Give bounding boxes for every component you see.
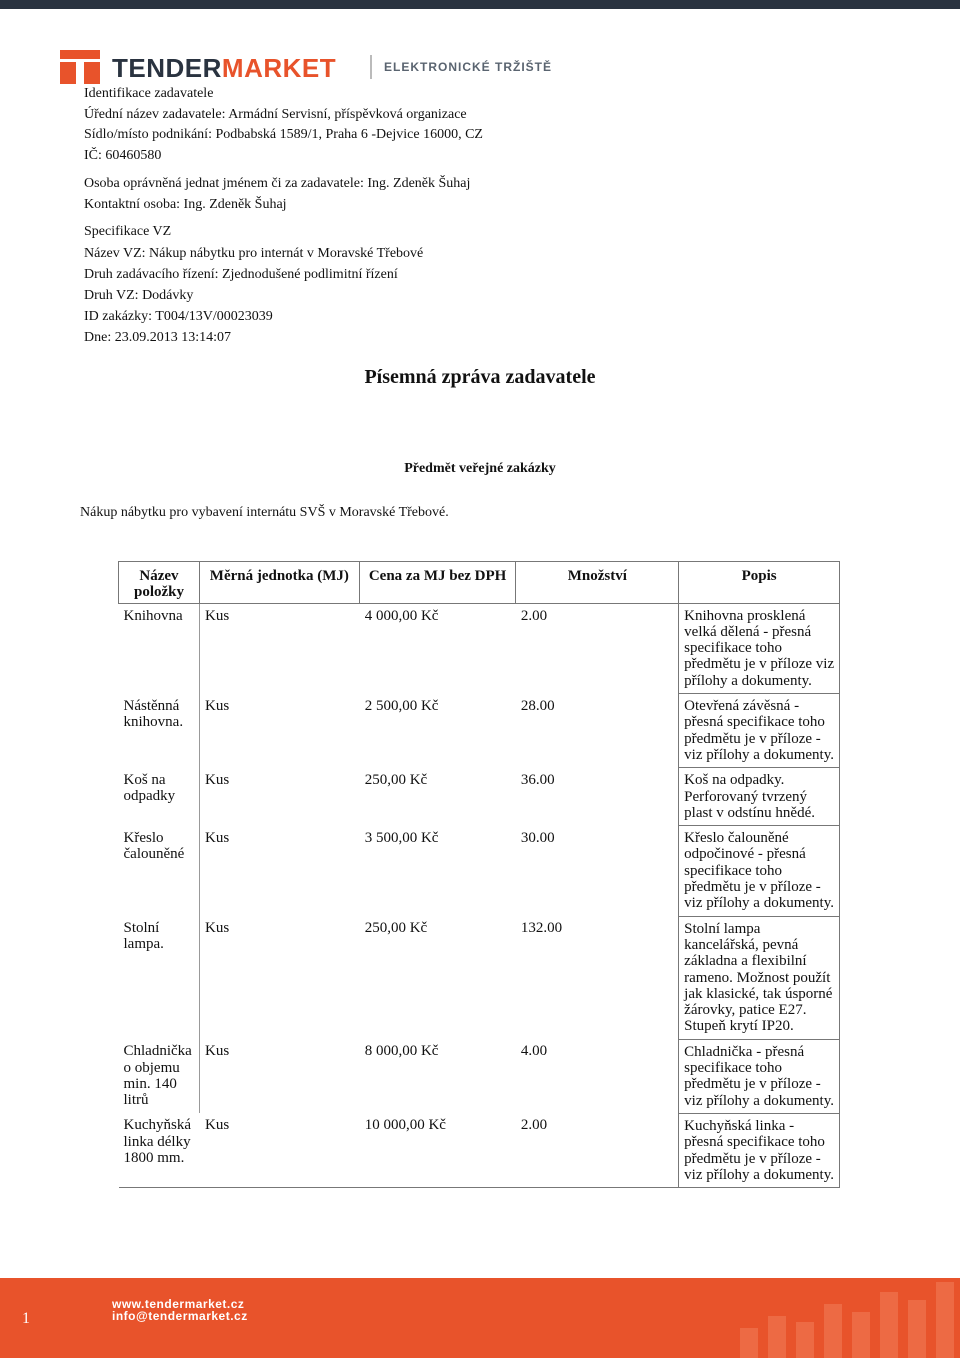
druh-vz: Druh VZ: Dodávky (84, 288, 194, 303)
predmet-text: Nákup nábytku pro vybavení internátu SVŠ v Moravské Třebové. (80, 505, 449, 520)
cell-mnozstvi: 2.00 (520, 607, 548, 624)
cell-mnozstvi: 4.00 (520, 1043, 548, 1060)
cell-mj: Kus (204, 697, 230, 714)
cell-popis: Koš na odpadky. Perforovaný tvrzený plast v odstínu hnědé. (679, 768, 840, 826)
cell-mj: Kus (204, 829, 230, 846)
id-zakazky: ID zakázky: T004/13V/00023039 (84, 309, 273, 324)
table-row (119, 603, 840, 693)
page-title: Písemná zpráva zadavatele (364, 366, 596, 388)
cell-nazev: Stolní lampa. (119, 916, 200, 1039)
cell-cena: 8 000,00 Kč (364, 1043, 439, 1060)
kontaktni-osoba: Kontaktní osoba: Ing. Zdeněk Šuhaj (84, 197, 287, 212)
cell-popis: Knihovna prosklená velká dělená - přesná specifikace toho předmětu je v příloze viz přílohy a dokumenty. (679, 603, 840, 693)
identifikace-heading: Identifikace zadavatele (84, 86, 214, 101)
table-row (119, 768, 840, 826)
zadavatel-ic: IČ: 60460580 (84, 148, 162, 163)
cell-nazev: Knihovna (119, 603, 200, 693)
cell-nazev: Kuchyňská linka délky 1800 mm. (119, 1113, 200, 1187)
top-bar (0, 0, 960, 9)
footer-email[interactable]: info@tendermarket.cz (112, 1309, 248, 1323)
table-row (119, 1113, 840, 1187)
cell-cena: 250,00 Kč (364, 920, 428, 937)
cell-nazev: Chladnička o objemu min. 140 litrů (119, 1039, 200, 1113)
cell-mnozstvi: 30.00 (520, 829, 555, 846)
cell-mnozstvi: 36.00 (520, 771, 555, 788)
footer-contact (112, 1298, 248, 1322)
cell-cena: 4 000,00 Kč (364, 607, 439, 624)
cell-cena: 2 500,00 Kč (364, 697, 439, 714)
cell-cena: 250,00 Kč (364, 771, 428, 788)
cell-popis: Křeslo čalouněné odpočinové - přesná specifikace toho předmětu je v příloze - viz přílohy a dokumenty. (679, 826, 840, 916)
table-row (119, 694, 840, 768)
cell-mnozstvi: 132.00 (520, 920, 563, 937)
cell-mj: Kus (204, 920, 230, 937)
cell-mj: Kus (204, 771, 230, 788)
table-row (119, 826, 840, 916)
cell-popis: Chladnička - přesná specifikace toho předmětu je v příloze - viz přílohy a dokumenty. (679, 1039, 840, 1113)
footer-web[interactable]: www.tendermarket.cz (112, 1297, 245, 1311)
header-nazev: Název položky (119, 562, 200, 604)
predmet-heading: Předmět veřejné zakázky (404, 461, 556, 476)
cell-cena: 3 500,00 Kč (364, 829, 439, 846)
cell-nazev: Křeslo čalouněné (119, 826, 200, 916)
cell-nazev: Nástěnná knihovna. (119, 694, 200, 768)
zadavatel-sidlo: Sídlo/místo podnikání: Podbabská 1589/1, Praha 6 -Dejvice 16000, CZ (84, 127, 483, 142)
cell-nazev: Koš na odpadky (119, 768, 200, 826)
nazev-vz: Název VZ: Nákup nábytku pro internát v Moravské Třebové (84, 246, 424, 261)
druh-rizeni: Druh zadávacího řízení: Zjednodušené podlimitní řízení (84, 267, 398, 282)
items-table (118, 561, 840, 1188)
cell-popis: Stolní lampa kancelářská, pevná základna a flexibilní rameno. Možnost použít jak klasické, tak úsporné žárovky, patice E27. Stupeň krytí IP20. (679, 916, 840, 1039)
cell-popis: Kuchyňská linka - přesná specifikace toho předmětu je v příloze - viz přílohy a dokumenty. (679, 1113, 840, 1187)
header-mnozstvi: Množství (516, 562, 679, 604)
osoba-opravnena: Osoba oprávněná jednat jménem či za zadavatele: Ing. Zdeněk Šuhaj (84, 176, 471, 191)
tendermarket-logo-icon (60, 50, 100, 84)
cell-mnozstvi: 2.00 (516, 1113, 679, 1187)
cell-mnozstvi: 28.00 (520, 697, 555, 714)
datum: Dne: 23.09.2013 13:14:07 (84, 330, 231, 345)
footer-decoration (720, 1278, 960, 1358)
header-mj: Měrná jednotka (MJ) (199, 562, 359, 604)
header-popis: Popis (679, 562, 840, 604)
cell-cena: 10 000,00 Kč (359, 1113, 516, 1187)
table-row (119, 916, 840, 1039)
cell-mj: Kus (204, 607, 230, 624)
logo-divider (370, 55, 372, 79)
table-row (119, 1039, 840, 1113)
logo-tagline: ELEKTRONICKÉ TRŽIŠTĚ (384, 60, 553, 74)
tendermarket-logo (60, 50, 580, 86)
logo-brand: TENDERMARKET (112, 53, 337, 83)
specifikace-heading: Specifikace VZ (84, 224, 172, 239)
footer-bar (0, 1278, 960, 1358)
table-header-row (119, 562, 840, 604)
cell-mj: Kus (199, 1113, 359, 1187)
cell-mj: Kus (204, 1043, 230, 1060)
cell-popis: Otevřená závěsná - přesná specifikace toho předmětu je v příloze - viz přílohy a dokumenty. (679, 694, 840, 768)
page-number: 1 (22, 1310, 30, 1327)
header-cena: Cena za MJ bez DPH (359, 562, 516, 604)
zadavatel-nazev: Úřední název zadavatele: Armádní Servisní, příspěvková organizace (84, 107, 467, 122)
